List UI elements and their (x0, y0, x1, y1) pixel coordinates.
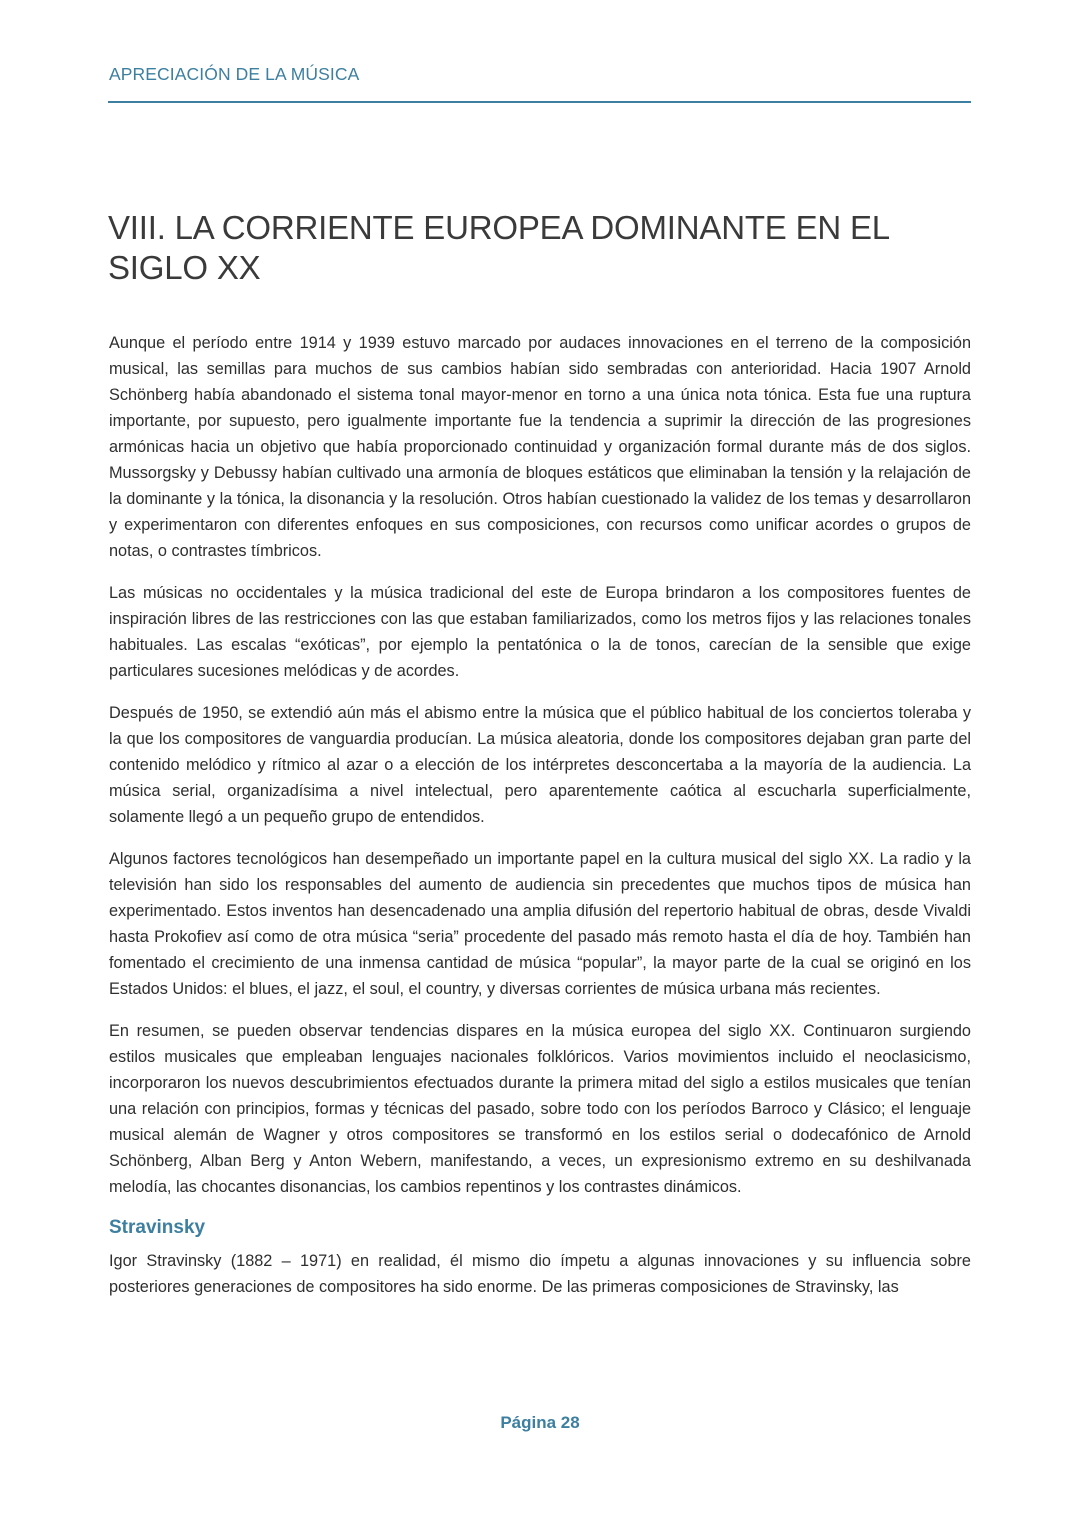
running-header-title: APRECIACIÓN DE LA MÚSICA (109, 64, 360, 84)
header-divider (108, 101, 971, 103)
section-heading-stravinsky: Stravinsky (109, 1217, 206, 1238)
paragraph: Igor Stravinsky (1882 – 1971) en realidad, él mismo dio ímpetu a algunas innovaciones y su influencia sobre posteriores generaciones de compositores ha sido enorme. De las primeras composiciones de Stravinsky, las (109, 1252, 971, 1296)
paragraph: En resumen, se pueden observar tendencias dispares en la música europea del siglo XX. Continuaron surgiendo estilos musicales que empleaban lenguajes nacionales folklóricos. Varios movimientos incluido el neoclasicismo, incorporaron los nuevos descubrimientos efectuados durante la primera mitad del siglo a estilos musicales que tenían una relación con principios, formas y técnicas del pasado, sobre todo con los períodos Barroco y Clásico; el lenguaje musical alemán de Wagner y otros compositores se transformó en los estilos serial o dodecafónico de Arnold Schönberg, Alban Berg y Anton Webern, manifestando, a veces, un expresionismo extremo en su deshilvanada melodía, las chocantes disonancias, los cambios repentinos y los contrastes dinámicos. (109, 1022, 971, 1196)
paragraph: Aunque el período entre 1914 y 1939 estuvo marcado por audaces innovaciones en el terreno de la composición musical, las semillas para muchos de sus cambios habían sido sembradas con anterioridad. Hacia 1907 Arnold Schönberg había abandonado el sistema tonal mayor-menor en torno a una única nota tónica. Esta fue una ruptura importante, por supuesto, pero igualmente importante fue la tendencia a suprimir la dirección de las progresiones armónicas hacia un objetivo que había proporcionado continuidad y organización formal durante más de dos siglos. Mussorgsky y Debussy habían cultivado una armonía de bloques estáticos que eliminaban la tensión y la relajación de la dominante y la tónica, la disonancia y la resolución. Otros habían cuestionado la validez de los temas y desarrollaron y experimentaron con diferentes enfoques en sus composiciones, con recursos como unificar acordes o grupos de notas, o contrastes tímbricos. (109, 334, 971, 560)
paragraph: Las músicas no occidentales y la música tradicional del este de Europa brindaron a los compositores fuentes de inspiración libres de las restricciones con las que estaban familiarizados, como los metros fijos y las relaciones tonales habituales. Las escalas “exóticas”, por ejemplo la pentatónica o la de tonos, carecían de la sensible que exige particulares sucesiones melódicas y de acordes. (109, 584, 971, 680)
chapter-title: VIII. LA CORRIENTE EUROPEA DOMINANTE EN EL SIGLO XX (108, 209, 889, 286)
body-content (109, 330, 971, 1316)
paragraph: Después de 1950, se extendió aún más el abismo entre la música que el público habitual de los conciertos toleraba y la que los compositores de vanguardia producían. La música aleatoria, donde los compositores dejaban gran parte del contenido melódico y rítmico al azar o a elección de los intérpretes desconcertaba a la mayoría de la audiencia. La música serial, organizadísima a nivel intelectual, pero aparentemente caótica al escucharla superficialmente, solamente llegó a un pequeño grupo de entendidos. (109, 704, 971, 826)
page-number: Página 28 (500, 1413, 580, 1432)
paragraph: Algunos factores tecnológicos han desempeñado un importante papel en la cultura musical del siglo XX. La radio y la televisión han sido los responsables del aumento de audiencia sin precedentes que muchos tipos de música han experimentado. Estos inventos han desencadenado una amplia difusión del repertorio habitual de obras, desde Vivaldi hasta Prokofiev así como de otra música “seria” procedente del pasado más remoto hasta el día de hoy. También han fomentado el crecimiento de una inmensa cantidad de música “popular”, la mayor parte de la cual se originó en los Estados Unidos: el blues, el jazz, el soul, el country, y diversas corrientes de música urbana más recientes. (109, 850, 971, 998)
